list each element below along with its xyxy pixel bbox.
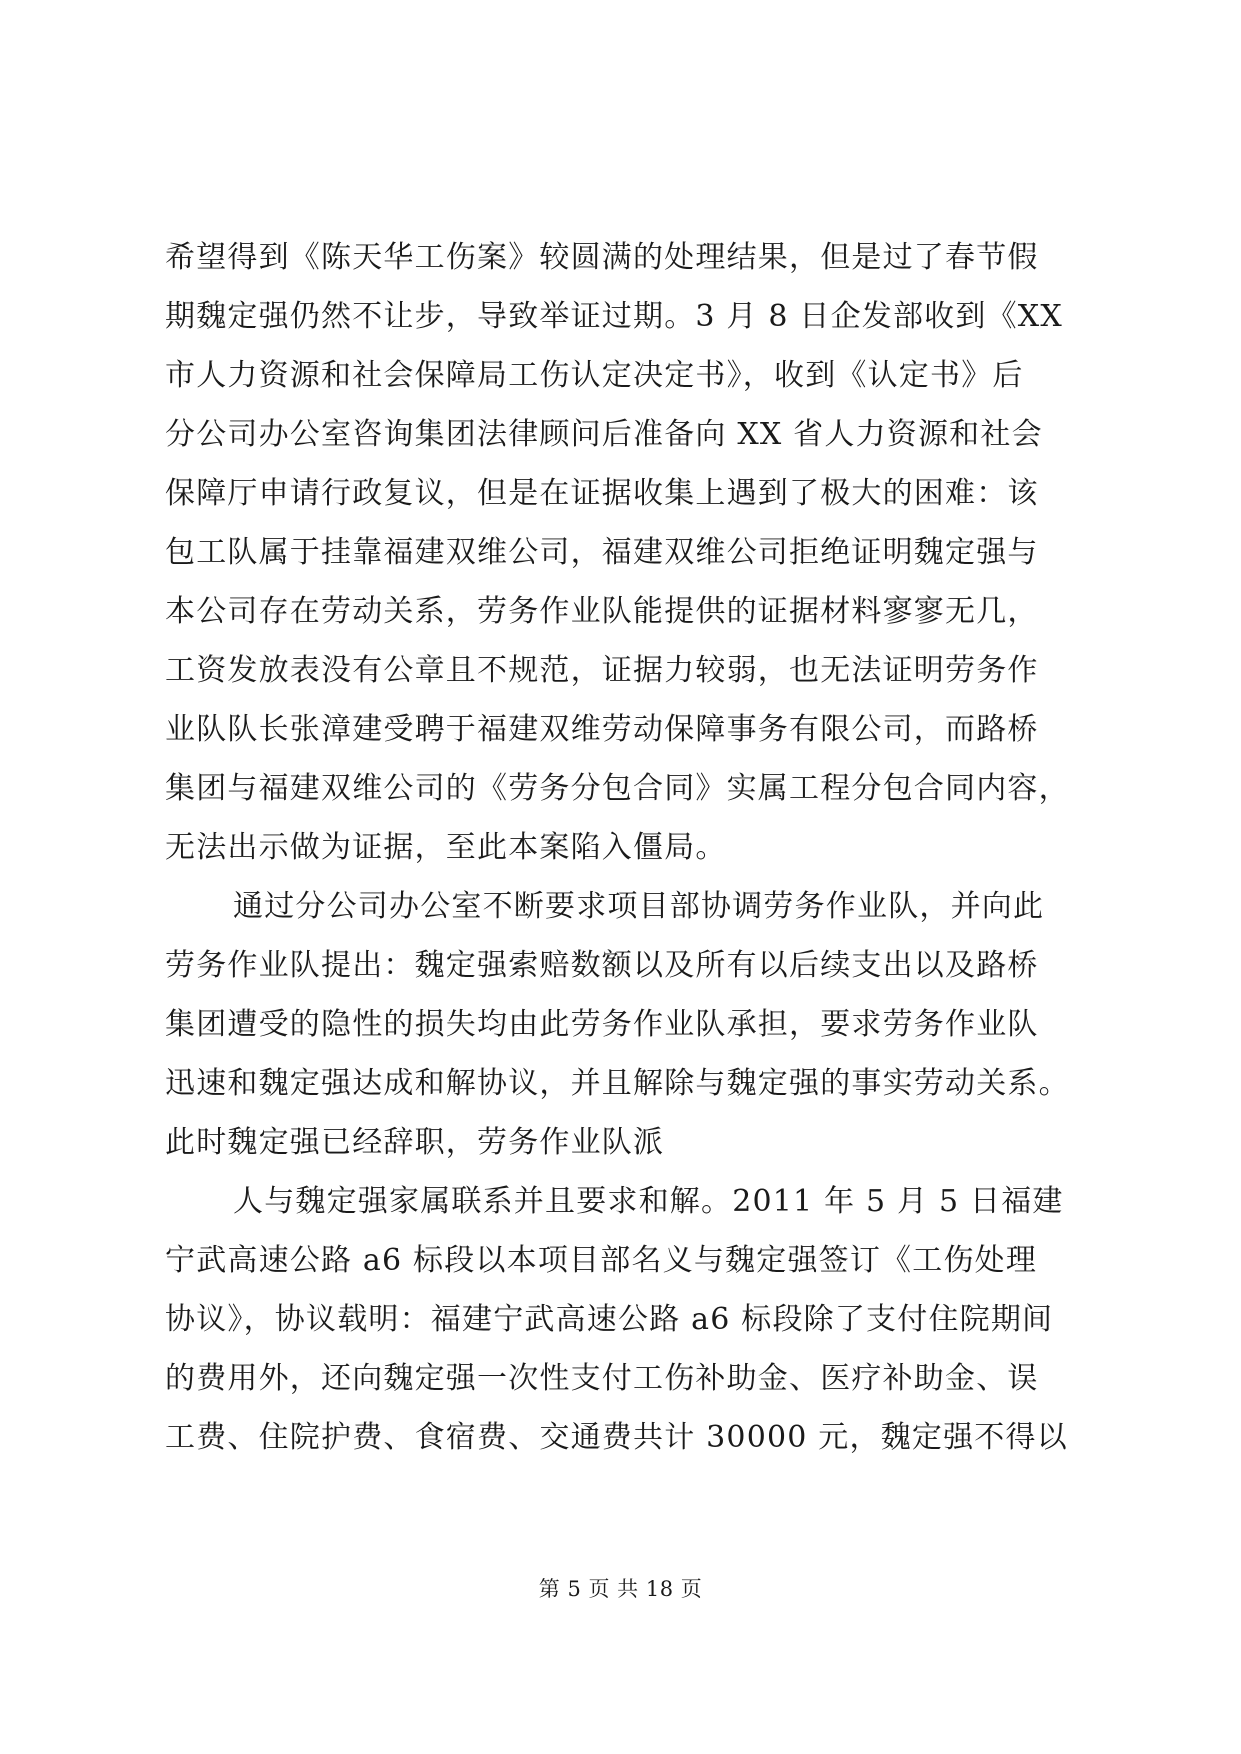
- text-line: 无法出示做为证据，至此本案陷入僵局。: [165, 830, 727, 865]
- body-text: [165, 228, 1075, 1467]
- paragraph-first-line: 人与魏定强家属联系并且要求和解。2011 年 5 月 5 日福建: [233, 1184, 1064, 1219]
- text-line: 的费用外，还向魏定强一次性支付工伤补助金、医疗补助金、误: [165, 1361, 1039, 1396]
- page-number-footer: 第 5 页 共 18 页: [538, 1577, 703, 1601]
- text-line: 劳务作业队提出：魏定强索赔数额以及所有以后续支出以及路桥: [165, 948, 1039, 983]
- text-line: 集团遭受的隐性的损失均由此劳务作业队承担，要求劳务作业队: [165, 1007, 1039, 1042]
- paragraph-first-line: 通过分公司办公室不断要求项目部协调劳务作业队，并向此: [233, 889, 1045, 924]
- text-line: 分公司办公室咨询集团法律顾问后准备向 XX 省人力资源和社会: [165, 417, 1043, 452]
- text-line: 迅速和魏定强达成和解协议，并且解除与魏定强的事实劳动关系。: [165, 1066, 1070, 1101]
- text-line: 宁武高速公路 a6 标段以本项目部名义与魏定强签订《工伤处理: [165, 1243, 1038, 1278]
- text-line: 业队队长张漳建受聘于福建双维劳动保障事务有限公司，而路桥: [165, 712, 1039, 747]
- text-line: 本公司存在劳动关系，劳务作业队能提供的证据材料寥寥无几，: [165, 594, 1039, 629]
- text-line: 保障厅申请行政复议，但是在证据收集上遇到了极大的困难：该: [165, 476, 1039, 511]
- text-line: 包工队属于挂靠福建双维公司，福建双维公司拒绝证明魏定强与: [165, 535, 1039, 570]
- text-line: 集团与福建双维公司的《劳务分包合同》实属工程分包合同内容，: [165, 771, 1070, 806]
- text-line: 工资发放表没有公章且不规范，证据力较弱，也无法证明劳务作: [165, 653, 1039, 688]
- text-line: 协议》，协议载明：福建宁武高速公路 a6 标段除了支付住院期间: [165, 1302, 1054, 1337]
- text-line: 市人力资源和社会保障局工伤认定决定书》，收到《认定书》后: [165, 358, 1024, 393]
- text-line: 期魏定强仍然不让步，导致举证过期。3 月 8 日企发部收到《XX: [165, 299, 1063, 334]
- text-line: 希望得到《陈天华工伤案》较圆满的处理结果，但是过了春节假: [165, 240, 1039, 275]
- text-line: 工费、住院护费、食宿费、交通费共计 30000 元，魏定强不得以: [165, 1420, 1068, 1455]
- text-line: 此时魏定强已经辞职，劳务作业队派: [165, 1125, 665, 1160]
